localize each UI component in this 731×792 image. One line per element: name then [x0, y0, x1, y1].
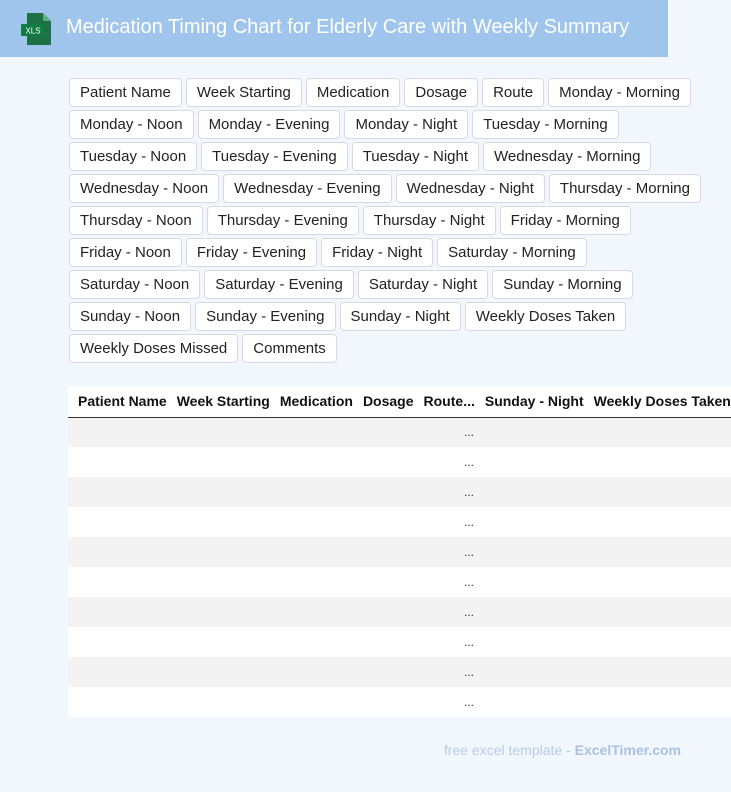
field-chip: Comments: [242, 334, 337, 363]
table-cell: ...: [463, 567, 475, 597]
footer-prefix: free excel template -: [443, 742, 575, 758]
field-chip: Weekly Doses Missed: [69, 334, 238, 363]
table-cell: [475, 597, 584, 627]
table-cell: [414, 567, 464, 597]
table-cell: [270, 627, 353, 657]
field-chip: Sunday - Noon: [69, 302, 191, 331]
field-chip: Wednesday - Morning: [483, 142, 651, 171]
table-cell: [584, 537, 731, 567]
table-cell: [68, 657, 167, 687]
field-chip: Saturday - Evening: [204, 270, 354, 299]
field-chip: Medication: [306, 78, 401, 107]
table-cell: [167, 477, 270, 507]
table-row: [68, 477, 731, 507]
table-cell: [167, 417, 270, 447]
column-header: Medication: [270, 386, 353, 417]
title-bar: [0, 0, 668, 57]
table-cell: [353, 687, 414, 717]
field-chip: Thursday - Evening: [207, 206, 359, 235]
table-cell: [68, 567, 167, 597]
table-cell: [353, 597, 414, 627]
footer-brand-link[interactable]: ExcelTimer.com: [574, 742, 681, 758]
field-chip: Sunday - Night: [340, 302, 461, 331]
field-chip: Route: [482, 78, 544, 107]
field-chip: Friday - Noon: [69, 238, 182, 267]
table-cell: [270, 447, 353, 477]
table-cell: [584, 417, 731, 447]
table-cell: [353, 447, 414, 477]
column-header: Week Starting: [167, 386, 270, 417]
table-cell: [68, 537, 167, 567]
table-cell: [353, 567, 414, 597]
table-cell: ...: [463, 417, 475, 447]
table-cell: ...: [463, 537, 475, 567]
table-row: [68, 687, 731, 717]
table-cell: ...: [463, 687, 475, 717]
column-header: ...: [463, 386, 475, 417]
table-cell: [414, 417, 464, 447]
field-chip: Friday - Night: [321, 238, 433, 267]
table-cell: [68, 417, 167, 447]
field-chip: Friday - Evening: [186, 238, 317, 267]
field-chip: Wednesday - Evening: [223, 174, 391, 203]
table-row: [68, 627, 731, 657]
table-cell: [475, 477, 584, 507]
field-chip: Wednesday - Noon: [69, 174, 219, 203]
field-list: [69, 78, 701, 363]
table-row: [68, 447, 731, 477]
table-cell: [270, 417, 353, 447]
table-cell: ...: [463, 657, 475, 687]
data-table: [68, 386, 731, 717]
table-row: [68, 507, 731, 537]
field-chip: Monday - Morning: [548, 78, 691, 107]
table-cell: [270, 567, 353, 597]
column-header: Patient Name: [68, 386, 167, 417]
table-cell: [270, 507, 353, 537]
table-cell: [167, 507, 270, 537]
column-header: Weekly Doses Taken: [584, 386, 731, 417]
table-cell: [475, 567, 584, 597]
table-cell: ...: [463, 447, 475, 477]
column-header: Dosage: [353, 386, 414, 417]
table-cell: [167, 567, 270, 597]
table-cell: [68, 597, 167, 627]
table-cell: [475, 417, 584, 447]
table-cell: [353, 657, 414, 687]
table-cell: [270, 597, 353, 627]
table-cell: [414, 597, 464, 627]
field-chip: Dosage: [404, 78, 478, 107]
table-cell: ...: [463, 477, 475, 507]
table-cell: [167, 537, 270, 567]
column-header: Sunday - Night: [475, 386, 584, 417]
table-cell: [584, 507, 731, 537]
table-cell: [167, 447, 270, 477]
table-cell: [414, 507, 464, 537]
table-cell: [584, 687, 731, 717]
table-cell: [353, 417, 414, 447]
table-cell: [584, 477, 731, 507]
table-cell: [68, 507, 167, 537]
table-cell: ...: [463, 627, 475, 657]
table-cell: [270, 657, 353, 687]
table-cell: [68, 447, 167, 477]
column-header: Route: [414, 386, 464, 417]
field-chip: Monday - Night: [344, 110, 468, 139]
table-cell: [475, 687, 584, 717]
table-row: [68, 597, 731, 627]
table-header-row: [68, 386, 731, 417]
footer-credit: [444, 742, 681, 758]
table-cell: [270, 537, 353, 567]
table-cell: [167, 627, 270, 657]
field-chip: Saturday - Noon: [69, 270, 200, 299]
xls-file-icon: [21, 13, 51, 45]
table-cell: [475, 507, 584, 537]
table-cell: [584, 627, 731, 657]
field-chip: Patient Name: [69, 78, 182, 107]
page-title: Medication Timing Chart for Elderly Care with Weekly Summary: [66, 16, 630, 38]
table-cell: [414, 537, 464, 567]
table-cell: [68, 687, 167, 717]
field-chip: Friday - Morning: [500, 206, 631, 235]
table-cell: [475, 657, 584, 687]
table-cell: [68, 477, 167, 507]
table-cell: [584, 447, 731, 477]
field-chip: Saturday - Night: [358, 270, 488, 299]
table-row: [68, 657, 731, 687]
table-cell: [270, 477, 353, 507]
table-cell: [475, 627, 584, 657]
table-cell: [584, 657, 731, 687]
table-cell: [414, 447, 464, 477]
field-chip: Thursday - Morning: [549, 174, 701, 203]
field-chip: Tuesday - Noon: [69, 142, 197, 171]
table-cell: [584, 567, 731, 597]
svg-text:XLS: XLS: [25, 26, 41, 36]
field-chip: Saturday - Morning: [437, 238, 587, 267]
table-cell: [414, 477, 464, 507]
field-chip: Weekly Doses Taken: [465, 302, 627, 331]
table-cell: ...: [463, 597, 475, 627]
field-chip: Thursday - Night: [363, 206, 496, 235]
table-cell: [475, 447, 584, 477]
table-cell: ...: [463, 507, 475, 537]
table-cell: [414, 687, 464, 717]
table-cell: [414, 627, 464, 657]
table-cell: [167, 687, 270, 717]
field-chip: Monday - Noon: [69, 110, 194, 139]
table-cell: [270, 687, 353, 717]
table-cell: [353, 537, 414, 567]
table-cell: [353, 627, 414, 657]
field-chip: Sunday - Morning: [492, 270, 632, 299]
field-chip: Tuesday - Evening: [201, 142, 348, 171]
field-chip: Tuesday - Night: [352, 142, 479, 171]
field-chip: Week Starting: [186, 78, 302, 107]
field-chip: Sunday - Evening: [195, 302, 335, 331]
table-cell: [167, 657, 270, 687]
table-cell: [167, 597, 270, 627]
table-cell: [475, 537, 584, 567]
table-cell: [68, 627, 167, 657]
field-chip: Thursday - Noon: [69, 206, 203, 235]
table-row: [68, 567, 731, 597]
field-chip: Monday - Evening: [198, 110, 341, 139]
field-chip: Tuesday - Morning: [472, 110, 619, 139]
table-cell: [353, 507, 414, 537]
table-cell: [584, 597, 731, 627]
table-row: [68, 417, 731, 447]
table-row: [68, 537, 731, 567]
table-cell: [414, 657, 464, 687]
field-chip: Wednesday - Night: [396, 174, 545, 203]
table-cell: [353, 477, 414, 507]
